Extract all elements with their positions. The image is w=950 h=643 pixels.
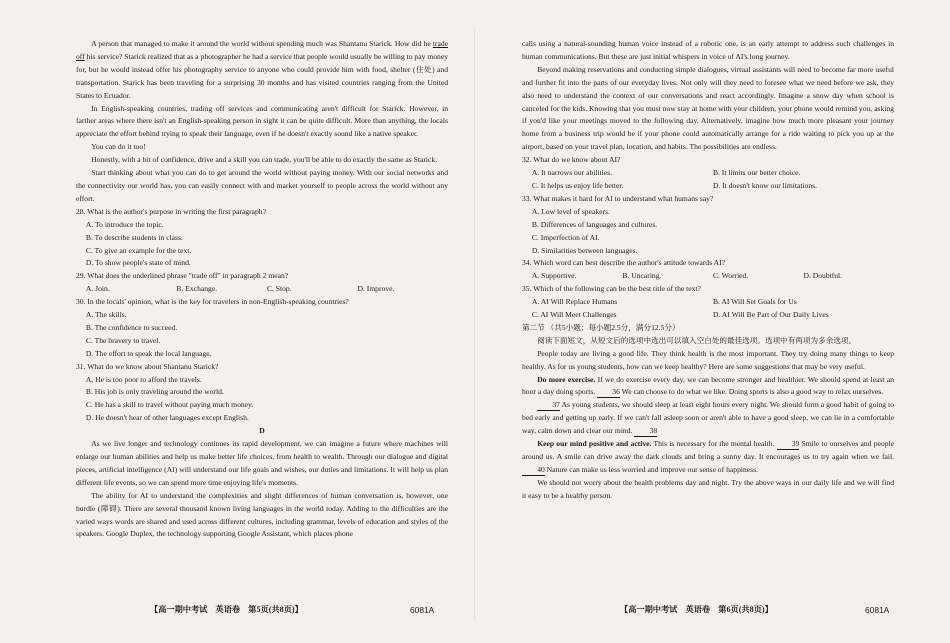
page-gutter <box>474 30 475 620</box>
blank-36[interactable]: 36 <box>597 387 620 398</box>
section-2-instructions: 阅读下面短文，从短文后的选项中选出可以填入空白处的最佳选项。选项中有两项为多余选项。 <box>537 335 857 345</box>
question-32: 32. What do we know about AI? <box>522 155 621 165</box>
passage-c-paragraph-1: A person that managed to make it around the world without spending much was Shantanu Starick. How did he trade off his service? Starick realized that as a photographer he had a service that people would usually be willing to pay money for, but he would instead offer his photography service to anyone who could provide him with food, shelter (住处) and transportation. Starick has been traveling for a surprising 30 months and has visited countries ranging from the United States to Ecuador. <box>76 39 448 100</box>
cloze-paragraph-3: 37 As young students, we should sleep at least eight hours every night. We should form a good habit of going to bed early and getting up early. If we can't fall asleep soon or aren't able to have a good sleep, we can lie in a comfortable way, calm down and clear our mind. 38 <box>522 400 894 436</box>
cloze-paragraph-1: People today are living a good life. They think health is the most important. They try doing many things to keep healthy. As for us young students, how can we keep healthy? Here are some suggestions that may be very useful. <box>522 348 894 371</box>
option-28d: D. To show people's state of mind. <box>85 258 191 268</box>
option-29c: C. Stop. <box>266 284 292 294</box>
option-29a: A. Join. <box>85 284 110 294</box>
option-33b: B. Differences of languages and cultures. <box>531 219 658 229</box>
option-34b: B. Uncaring. <box>622 271 662 281</box>
question-29: 29. What does the underlined phrase "trade off" in paragraph 2 mean? <box>76 271 289 281</box>
option-35b: B. AI Will Set Goals for Us <box>712 297 797 307</box>
option-32c: C. It helps us enjoy life better. <box>531 180 624 190</box>
section-d-heading: D <box>259 426 265 436</box>
left-page <box>76 38 448 541</box>
option-30b: B. The confidence to succeed. <box>85 322 178 332</box>
option-33a: A. Low level of speakers. <box>531 206 610 216</box>
option-30c: C. The bravery to travel. <box>85 335 161 345</box>
options-35-row-2 <box>522 309 894 322</box>
option-28c: C. To give an example for the text. <box>85 245 192 255</box>
passage-d-paragraph-3: Beyond making reservations and conducting simple dialogues, virtual assistants will need to become far more useful and further fit into the parts of our everyday lives. Not only will they need to foresee what we need before we ask, they also need to understand the context of our conversations and react accordingly. Imagine a snow day when school is canceled for the kids. Knowing that you must now stay at home with your children, your phone would remind you, asking if you'd like your meetings moved to the following day. Alternatively, imagine how much more pleasant your journey home from a business trip would be if your phone could automatically arrange for a ride waiting to pick you up at the airport, based on your travel plan, location, and habits. The possibilities are endless. <box>522 64 894 152</box>
blank-37[interactable]: 37 <box>537 400 560 411</box>
option-33d: D. Similarities between languages. <box>531 245 638 255</box>
footer-left-code: 6081A <box>410 605 435 615</box>
option-29d: D. Improve. <box>357 284 395 294</box>
passage-c-paragraph-2: In English-speaking countries, trading off services and communicating aren't difficult for Starick. However, in farther areas where there isn't an English-speaking person in sight it can be quite difficult. More than anything, the locals appreciate the effort behind trying to speak their language, even if he doesn't exactly sound like a native speaker. <box>76 103 448 139</box>
option-32a: A. It narrows our abilities. <box>531 168 613 178</box>
option-31b: B. His job is only traveling around the world. <box>85 387 224 397</box>
option-35c: C. AI Will Meet Challenges <box>531 310 617 320</box>
option-31d: D. He doesn't hear of other languages except English. <box>85 413 249 423</box>
footer-right-title: 【高一期中考试 英语卷 第6页(共8页)】 <box>620 605 773 614</box>
option-28a: A. To introduce the topic. <box>85 219 164 229</box>
option-35d: D. AI Will Be Part of Our Daily Lives <box>712 310 829 320</box>
option-34c: C. Worried. <box>712 271 749 281</box>
blank-39[interactable]: 39 <box>777 439 800 450</box>
option-32d: D. It doesn't know our limitations. <box>712 180 818 190</box>
blank-38[interactable]: 38 <box>634 426 657 437</box>
options-34 <box>522 270 894 283</box>
section-2-header: 第二节 （共5小题；每小题2.5分，满分12.5分） <box>522 322 680 332</box>
footer-right-code: 6081A <box>865 605 890 615</box>
cloze-paragraph-5: We should not worry about the health problems day and night. Try the above ways in our daily life and we will find it easy to be a healthy person. <box>522 477 894 500</box>
cloze-paragraph-4: Keep our mind positive and active. This is necessary for the mental health. 39 Smile to ourselves and people around us. A smile can drive away the dark clouds and bring a sunny day. It encourages us to try again when we fail. 40 Nature can make us less worried and improve our sense of happiness. <box>522 439 894 474</box>
question-33: 33. What makes it hard for AI to understand what humans say? <box>522 193 714 203</box>
passage-d-paragraph-2-continued: calls using a natural-sounding human voice instead of a robotic one, is an early attempt to address such challenges in human communications. But these are just initial whispers in voice of AI's long journey. <box>522 39 894 61</box>
passage-d-paragraph-1: As we live longer and technology continues its rapid development, we can imagine a future where machines will enlarge our human abilities and help us make better life choices, from health to wealth. Through our dialogue and digital pieces, artificial intelligence (AI) will understand our life goals and wishes, our duties and limitations. It will help us plan different life events, so we can spend more time enjoying life's moments. <box>76 439 448 487</box>
option-34d: D. Doubtful. <box>803 271 843 281</box>
footer-left-title: 【高一期中考试 英语卷 第5页(共8页)】 <box>150 605 303 614</box>
options-32-row-1 <box>522 167 894 180</box>
option-33c: C. Imperfection of AI. <box>531 232 600 242</box>
question-35: 35. Which of the following can be the best title of the text? <box>522 284 701 294</box>
question-30: 30. In the locals' opinion, what is the key for travelers in non-English-speaking countries? <box>76 297 349 307</box>
options-32-row-2 <box>522 180 894 193</box>
options-29 <box>76 283 448 296</box>
cloze-paragraph-2: Do more exercise. If we do exercise every day, we can become stronger and healthier. We should spend at least an hour a day doing sports. 36 We can choose to do what we like. Doing sports is also a good way to relax ourselves. <box>522 374 894 397</box>
passage-c-paragraph-4: Honestly, with a bit of confidence, drive and a skill you can trade, you'll be able to do exactly the same as Starick. <box>91 155 438 165</box>
option-31a: A. He is too poor to afford the travels. <box>85 374 202 384</box>
option-30d: D. The effort to speak the local language. <box>85 348 212 358</box>
option-28b: B. To describe students in class. <box>85 232 183 242</box>
passage-c-paragraph-5: Start thinking about what you can do to get around the world without paying money. With our social networks and the connectivity our world has, you can easily connect with and market yourself to people across the world without any effort. <box>76 168 448 203</box>
option-32b: B. It limits our better choice. <box>712 168 801 178</box>
option-29b: B. Exchange. <box>176 284 218 294</box>
blank-40[interactable]: 40 <box>522 465 545 476</box>
question-34: 34. Which word can best describe the author's attitude towards AI? <box>522 258 726 268</box>
option-31c: C. He has a skill to travel without paying much money. <box>85 400 254 410</box>
options-35-row-1 <box>522 296 894 309</box>
question-31: 31. What do we know about Shantanu Starick? <box>76 361 219 371</box>
option-34a: A. Supportive. <box>531 271 577 281</box>
option-30a: A. The skills. <box>85 310 127 320</box>
passage-c-paragraph-3: You can do it too! <box>91 142 146 152</box>
question-28: 28. What is the author's purpose in writing the first paragraph? <box>76 206 266 216</box>
right-page <box>522 38 894 503</box>
underlined-trade-off: trade off <box>76 39 448 61</box>
passage-d-paragraph-2: The ability for AI to understand the complexities and slight differences of human conversation is, however, one hurdle (障碍). There are several thousand known living languages in the world today. Adding to the difficulties are the varied ways words are shared and used across different cultures, including grammar, levels of education and styles of the speakers. Google Duplex, the technology supporting Google Assistant, which places phone <box>76 490 448 539</box>
option-35a: A. AI Will Replace Humans <box>531 297 618 307</box>
